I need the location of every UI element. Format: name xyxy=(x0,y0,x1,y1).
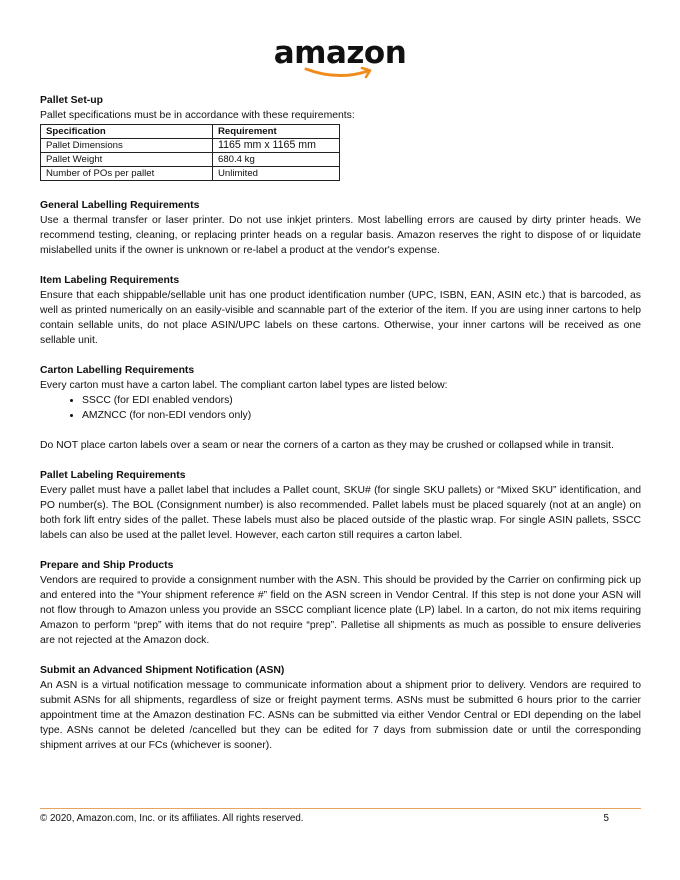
general-labelling-section xyxy=(40,198,641,258)
list-item: • SSCC (for EDI enabled vendors) xyxy=(82,393,641,408)
section-intro: Every carton must have a carton label. The compliant carton label types are listed below: xyxy=(40,380,448,391)
section-heading: General Labelling Requirements xyxy=(40,200,200,211)
section-heading: Carton Labelling Requirements xyxy=(40,365,195,376)
table-cell: Number of POs per pallet xyxy=(41,167,213,181)
carton-labelling-section xyxy=(40,363,641,453)
section-body: Ensure that each shippable/sellable unit has one product identification number (UPC, ISBN, EAN, ASIN etc.) that is barcoded, as well as printed numerically on an easily-visible and scannable part of the exterior of the item. If you are using inner cartons to help contain sellable units, do not place ASIN/UPC labels on these cartons. Otherwise, your inner cartons will be received as one sellable unit. xyxy=(40,290,641,346)
table-cell: Pallet Weight xyxy=(41,153,213,167)
pallet-spec-table xyxy=(40,124,340,181)
section-body: Every pallet must have a pallet label that includes a Pallet count, SKU# (for single SKU pallets) or “Mixed SKU” identification, and PO number(s). The BOL (Consignment number) is also recommended. Pallet labels must be placed squarely (not at an angle) on both fork lift entry sides of the pallet. These labels must also be placed outside of the plastic wrap. For single ASIN pallets, SSCC labels can also be used at the pallet level. However, each carton still requires a carton label. xyxy=(40,485,641,541)
copyright-text: © 2020, Amazon.com, Inc. or its affiliates. All rights reserved. xyxy=(40,813,304,824)
pallet-setup-section xyxy=(40,93,641,181)
prepare-ship-section xyxy=(40,558,641,648)
section-body: Use a thermal transfer or laser printer. Do not use inkjet printers. Most labelling errors are caused by dirty printer heads. We recommend testing, cleaning, or replacing printer heads on a regular basis. Amazon reserves the right to dispose of or liquidate mislabelled units if the owner is unknown or re-label a product at the vendor's expense. xyxy=(40,215,641,256)
section-body: Vendors are required to provide a consignment number with the ASN. This should be provided by the Carrier on confirming pick up and entered into the “Your shipment reference #” field on the ASN screen in Vendor Central. If this step is not done your ASN will not flow through to Amazon unless you provide an SSCC compliant licence plate (LP) label. In a carton, do not mix items requiring Amazon to perform “prep” with items that do not require “prep”. Palletise all shipments as much as possible to ensure deliveries are not rejected at the Amazon dock. xyxy=(40,575,641,646)
table-header-cell: Specification xyxy=(41,125,213,139)
document-body xyxy=(40,93,641,753)
table-cell: 1165 mm x 1165 mm xyxy=(213,139,340,153)
table-row xyxy=(41,139,340,153)
table-header-cell: Requirement xyxy=(213,125,340,139)
table-cell: Unlimited xyxy=(213,167,340,181)
table-header-row xyxy=(41,125,340,139)
table-row xyxy=(41,167,340,181)
table-row xyxy=(41,153,340,167)
section-intro: Pallet specifications must be in accordance with these requirements: xyxy=(40,110,355,121)
page-footer xyxy=(40,813,641,824)
section-heading: Pallet Labeling Requirements xyxy=(40,470,186,481)
section-body: An ASN is a virtual notification message to communicate information about a shipment prior to delivery. Vendors are required to submit ASNs for all shipments, regardless of size or freight payment terms. ASNs must be submitted 6 hours prior to the carrier appointment time at the Amazon destination FC. ASNs can be submitted via either Vendor Central or EDI depending on the label type. ASNs cannot be deleted /cancelled but they can be edited for 7 days from submission date or until the corresponding shipment arrives at our FCs (whichever is sooner). xyxy=(40,680,641,751)
logo-wordmark: amazon xyxy=(273,35,407,71)
asn-section xyxy=(40,663,641,753)
table-cell: 680.4 kg xyxy=(213,153,340,167)
footer-rule xyxy=(40,808,641,809)
section-note: Do NOT place carton labels over a seam or near the corners of a carton as they may be crushed or collapsed while in transit. xyxy=(40,440,614,451)
section-heading: Prepare and Ship Products xyxy=(40,560,174,571)
section-heading: Submit an Advanced Shipment Notification (ASN) xyxy=(40,665,285,676)
section-heading: Item Labeling Requirements xyxy=(40,275,180,286)
list-item: • AMZNCC (for non-EDI vendors only) xyxy=(82,408,641,423)
table-cell: Pallet Dimensions xyxy=(41,139,213,153)
amazon-logo xyxy=(0,36,680,80)
pallet-labeling-section xyxy=(40,468,641,543)
page-number: 5 xyxy=(603,813,609,824)
carton-label-types-list xyxy=(40,393,641,423)
item-labeling-section xyxy=(40,273,641,348)
section-heading: Pallet Set-up xyxy=(40,95,103,106)
